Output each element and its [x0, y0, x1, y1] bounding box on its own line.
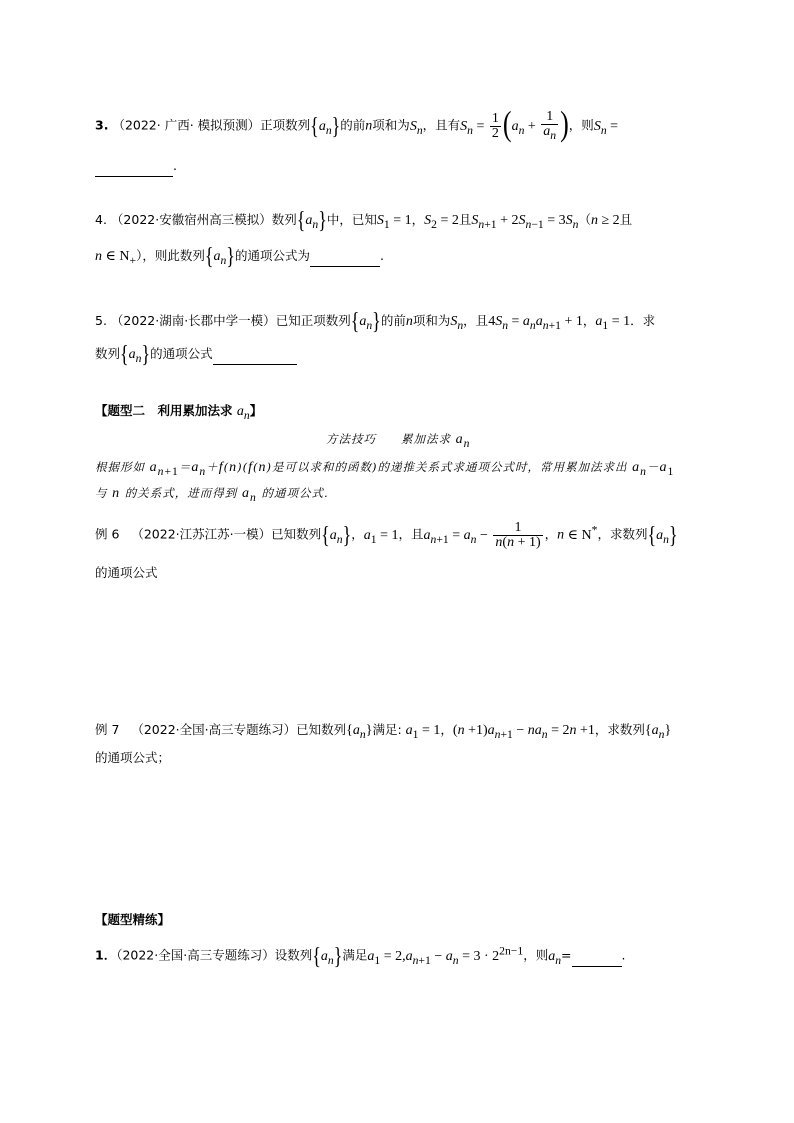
math-formula-ex6: $a_{n+1} = a_n$ − $\frac{1}{n(n + 1)}$ — [423, 519, 541, 550]
method-paragraph-line-1: 根据形如 $a_{n+1}=a_n+f(n)(f(n)$是可以求和的函数)的递推关系式求通项公式时，常用累加法求出 $a_n-a_1$ — [95, 460, 675, 478]
section-heading-practice: 【题型精练】 — [95, 912, 171, 927]
example-source: （2022·江苏江苏·一模） — [131, 526, 272, 542]
example-label: 例 7 — [95, 722, 120, 737]
example-label: 例 6 — [95, 526, 120, 542]
method-title: 方法技巧 累加法求 $a_n$ — [326, 432, 471, 450]
math-formula-q3: $S_n$ = $\frac{1}{2}$ ($a_n$ + $\frac{1}{a_n}$ ) — [460, 103, 569, 143]
question-3-line-2: . — [95, 156, 177, 177]
example-6-line-2: 的通项公式 — [95, 565, 158, 580]
question-source: （2022·安徽宿州高三模拟） — [110, 212, 272, 227]
question-number: 3. — [95, 117, 109, 133]
practice-question-1: 1．（2022·全国·高三专题练习）设数列$\{a_n\}$满足$a_1 = 2,a_{n+1} - a_n = 3 \cdot 2^{2n-1}$，则$a_n=$ . — [95, 942, 626, 970]
sequence-an: $\{a_n\}$ — [321, 521, 352, 549]
answer-blank[interactable] — [213, 344, 297, 365]
question-source: （2022·全国·高三专题练习） — [116, 947, 275, 963]
question-5-line-2: 数列$\{a_n\}$的通项公式 — [95, 344, 297, 369]
example-source: （2022·全国·高三专题练习） — [131, 722, 297, 737]
sequence-an: $\{a_n\}$ — [350, 307, 381, 335]
method-paragraph-line-2: 与 n 的关系式，进而得到 $a_n$ 的通项公式. — [95, 486, 329, 504]
sequence-an: $\{a_n\}$ — [312, 942, 343, 970]
question-5-line-1: 5. （2022·湖南·长郡中学一模）已知正项数列$\{a_n\}$的前n项和为$S_n$，且$4S_n = a_na_{n+1} + 1$，$a_1 = 1$．求 — [95, 307, 656, 335]
answer-blank[interactable] — [572, 946, 622, 967]
question-source: （2022· 广西· 模拟预测） — [112, 117, 261, 133]
sequence-an: $\{a_n\}$ — [204, 242, 235, 270]
example-7-line-1: 例 7 （2022·全国·高三专题练习）已知数列$\{a_n\}$满足: $a_1 = 1$，$(n +1)a_{n+1} - na_n = 2n +1$，求数列$\{a_n\}$ — [95, 722, 672, 741]
sequence-an: $\{a_n\}$ — [346, 723, 373, 741]
math-sn: $S_n$ — [409, 118, 423, 137]
question-number: 4. — [95, 212, 107, 227]
sequence-an: $\{a_n\}$ — [296, 206, 327, 234]
example-6-line-1: 例 6 （2022·江苏江苏·一模）已知数列$\{a_n\}$，$a_1 = 1$，且$a_{n+1} = a_n$ − $\frac{1}{n(n + 1)}$ ，n ∈ N*，求数列$\{a_n\}$ — [95, 519, 678, 550]
sequence-an: $\{a_n\}$ — [120, 340, 151, 368]
sequence-an: $\{a_n\}$ — [644, 723, 672, 741]
answer-blank[interactable] — [95, 156, 173, 177]
section-heading-type-2: 【题型二 利用累加法求 $a_n$】 — [95, 403, 263, 422]
answer-blank[interactable] — [310, 246, 380, 267]
sequence-an: $\{a_n\}$ — [647, 521, 678, 549]
example-7-line-2: 的通项公式； — [95, 750, 171, 765]
question-number: 1． — [95, 947, 117, 963]
question-source: （2022·湖南·长郡中学一模） — [110, 313, 276, 328]
question-4-line-1: 4. （2022·安徽宿州高三模拟）数列$\{a_n\}$中，已知$S_1 = 1$，$S_2 = 2$且$S_{n+1} + 2S_{n-1} = 3S_n(n \ge 2$且 — [95, 206, 633, 234]
question-number: 5. — [95, 313, 107, 328]
question-3-line-1: 3. （2022· 广西· 模拟预测）正项数列$\{a_n\}$的前n项和为$S_n$，且有$S_n$ = $\frac{1}{2}$ ($a_n$ + $\frac{1}{a_n}$ )，则$S_n$ = — [95, 103, 619, 143]
sequence-an: $\{a_n\}$ — [310, 112, 341, 140]
question-4-line-2: n ∈ $N_+$），则此数列$\{a_n\}$的通项公式为 . — [95, 242, 384, 270]
